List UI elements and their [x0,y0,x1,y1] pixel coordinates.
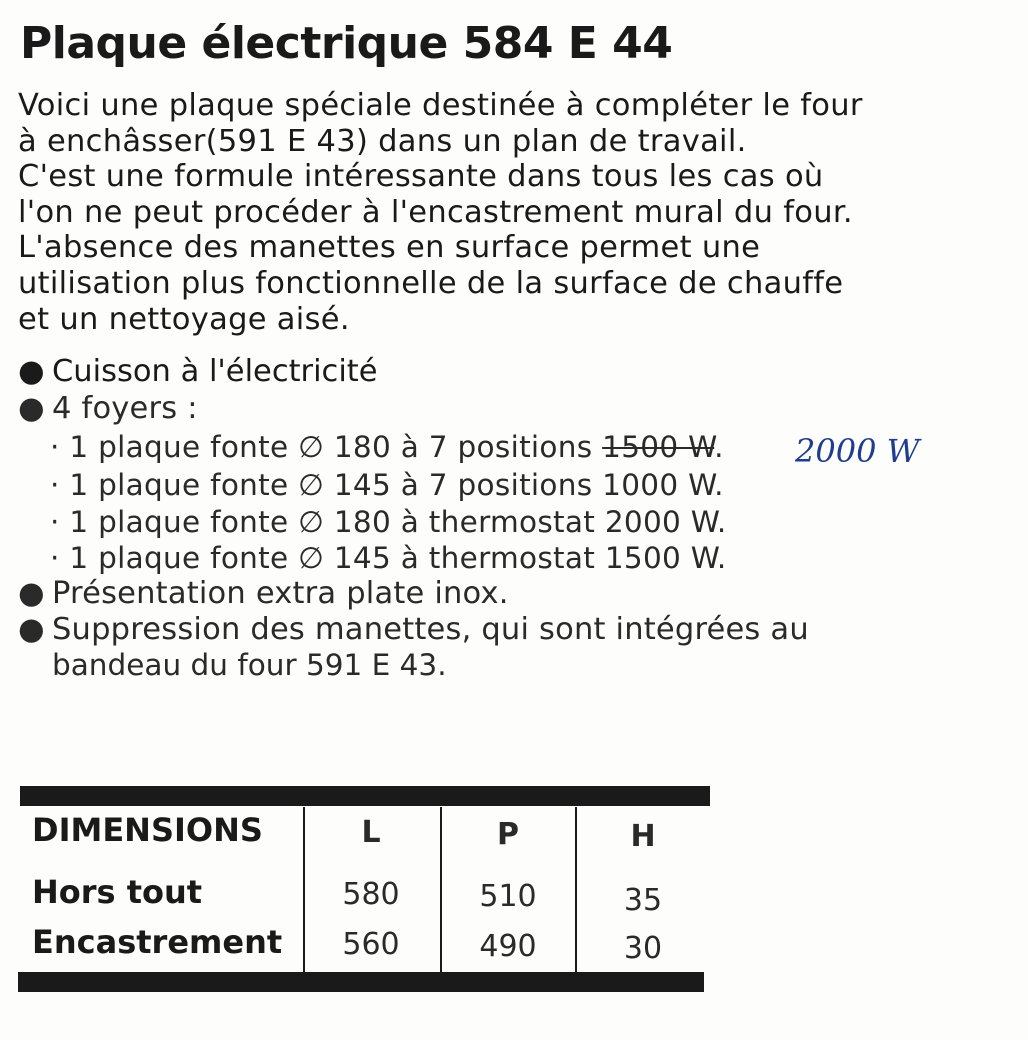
table-cell: 560 [342,927,400,962]
intro-line: Voici une plaque spéciale destinée à compléter le four [18,88,863,123]
sub-item: · 1 plaque fonte ∅ 145 à thermostat 1500 W. [50,541,727,575]
bullet-item [18,354,378,389]
table-cell: 490 [479,929,537,964]
table-cell: 35 [623,883,663,918]
dimensions-table [22,807,708,973]
table-divider [303,807,305,973]
handwritten-correction: 2000 W [795,432,920,470]
page-title: Plaque électrique 584 E 44 [20,18,673,69]
sub-item: · 1 plaque fonte ∅ 145 à 7 positions 1000 W. [50,468,724,502]
row-label-hors-tout: Hors tout [32,873,203,911]
sub-item-text: · 1 plaque fonte ∅ 180 à 7 positions [50,430,603,464]
table-header-p: P [497,817,519,852]
intro-line: à enchâsser(591 E 43) dans un plan de travail. [18,123,747,159]
intro-line: utilisation plus fonctionnelle de la surface de chauffe [18,265,844,301]
sub-item: · 1 plaque fonte ∅ 180 à thermostat 2000 W. [50,505,727,539]
table-cell: 510 [479,879,537,914]
intro-line: et un nettoyage aisé. [18,301,350,337]
bullet-text: Présentation extra plate inox. [52,576,509,611]
intro-line: L'absence des manettes en surface permet une [18,230,761,266]
table-divider [575,807,577,973]
sub-item-end: . [714,430,724,464]
intro-line: l'on ne peut procéder à l'encastrement mural du four. [18,194,853,230]
bullet-item [18,576,509,611]
row-label-encastrement: Encastrement [32,923,283,961]
table-bottom-bar [18,972,704,992]
bullet-text: Suppression des manettes, qui sont intégrées au [52,612,809,647]
bullet-icon: ● [18,354,45,389]
sub-item [50,430,724,464]
table-header-h: H [630,819,656,854]
bullet-item [18,391,198,426]
bullet-item [18,612,809,647]
table-divider [440,807,442,973]
bullet-icon: ● [18,612,45,647]
struck-value: 1500 W [602,430,715,464]
bullet-text: Cuisson à l'électricité [52,354,378,389]
bullet-continuation: bandeau du four 591 E 43. [52,648,447,682]
bullet-icon: ● [18,576,45,611]
table-top-bar [20,786,710,806]
bullet-text: 4 foyers : [52,391,198,426]
intro-line: C'est une formule intéressante dans tous les cas où [18,159,824,195]
bullet-icon: ● [18,391,45,426]
table-header-l: L [361,815,381,850]
table-cell: 30 [623,931,663,966]
table-header-dimensions: DIMENSIONS [32,811,263,849]
table-cell: 580 [342,877,400,912]
intro-paragraph [18,88,1018,337]
